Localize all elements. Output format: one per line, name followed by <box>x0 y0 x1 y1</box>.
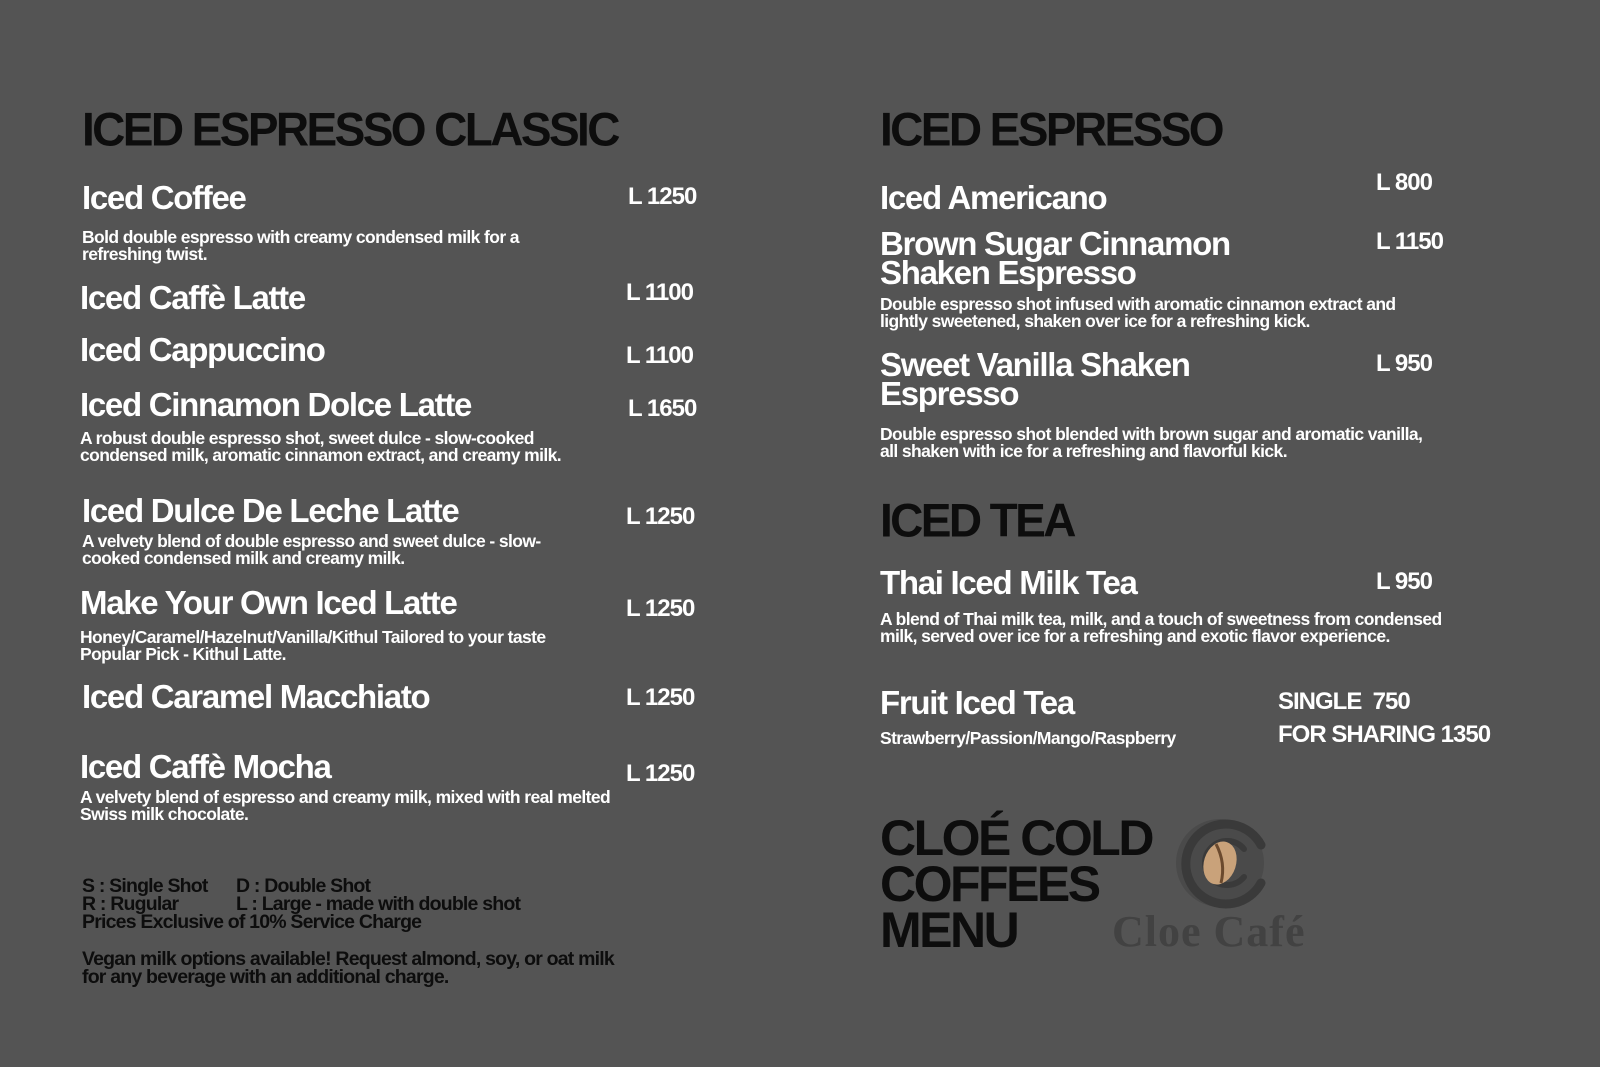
legend-large: L : Large - made with double shot <box>236 893 521 915</box>
menu-item-description: A blend of Thai milk tea, milk, and a touch of sweetness from condensed milk, served over ice for a refreshing and exotic flavor experience. <box>880 609 1442 646</box>
menu-item-name: Thai Iced Milk Tea <box>880 564 1137 601</box>
menu-item-price: L 1100 <box>626 342 693 369</box>
menu-item-name: Iced Cinnamon Dolce Latte <box>80 386 472 423</box>
menu-item-price: L 1250 <box>626 503 695 530</box>
menu-item-price: L 1250 <box>626 684 695 711</box>
brand-title-line-2: COFFEES <box>880 856 1099 912</box>
menu-item-description: Strawberry/Passion/Mango/Raspberry <box>880 728 1176 748</box>
logo-text: Cloe Café <box>1112 907 1306 956</box>
menu-item-price: L 1150 <box>1376 228 1443 255</box>
menu-item-name: Brown Sugar Cinnamon <box>880 225 1230 262</box>
price-for-sharing: FOR SHARING 1350 <box>1278 721 1491 748</box>
menu-item-description: Bold double espresso with creamy condensed milk for a refreshing twist. <box>82 227 519 264</box>
logo-wordmark <box>1112 907 1306 956</box>
menu-item-description: Double espresso shot blended with brown sugar and aromatic vanilla, all shaken with ice for a refreshing and flavorful kick. <box>880 424 1423 461</box>
menu-item-price: L 800 <box>1376 169 1432 196</box>
legend-regular: R : Rugular <box>82 893 179 915</box>
price-single: SINGLE 750 <box>1278 688 1410 715</box>
menu-item-price: L 950 <box>1376 568 1432 595</box>
menu-item-price: L 1250 <box>628 183 697 210</box>
brand-title-line-3: MENU <box>880 902 1018 958</box>
menu-item-description: A velvety blend of espresso and creamy milk, mixed with real melted Swiss milk chocolate. <box>80 787 611 824</box>
vegan-milk-note: Vegan milk options available! Request almond, soy, or oat milk for any beverage with an additional charge. <box>82 948 614 988</box>
brand-title-line-1: CLOÉ COLD <box>880 810 1152 866</box>
menu-item-description: Honey/Caramel/Hazelnut/Vanilla/Kithul Tailored to your taste <box>80 627 546 647</box>
menu-item-price: L 1250 <box>626 595 695 622</box>
legend-double-shot: D : Double Shot <box>236 875 371 897</box>
menu-item-price: L 1250 <box>626 760 695 787</box>
menu-item-name: Sweet Vanilla Shaken <box>880 346 1190 383</box>
section-title-iced-espresso-classic: ICED ESPRESSO CLASSIC <box>82 102 618 156</box>
menu-item-description: A robust double espresso shot, sweet dulce - slow-cooked condensed milk, aromatic cinnamon extract, and creamy milk. <box>80 428 562 465</box>
menu-item-name: Iced Caffè Mocha <box>80 748 331 785</box>
menu-item-name: Iced Caramel Macchiato <box>82 678 430 715</box>
service-charge-note: Prices Exclusive of 10% Service Charge <box>82 911 422 933</box>
menu-item-name: Iced Americano <box>880 179 1107 216</box>
menu-item-price: L 950 <box>1376 350 1432 377</box>
section-title-iced-tea: ICED TEA <box>880 493 1074 547</box>
menu-item-name: Iced Caffè Latte <box>80 279 305 316</box>
menu-item-description: Double espresso shot infused with aromatic cinnamon extract and lightly sweetened, shaken over ice for a refreshing kick. <box>880 294 1396 331</box>
menu-item-name: Make Your Own Iced Latte <box>80 584 457 621</box>
legend-single-shot: S : Single Shot <box>82 875 208 897</box>
menu-item-name: Shaken Espresso <box>880 254 1136 291</box>
section-title-iced-espresso: ICED ESPRESSO <box>880 102 1222 156</box>
menu-item-name: Iced Cappuccino <box>80 331 325 368</box>
menu-item-price: L 1100 <box>626 279 693 306</box>
menu-item-description: Popular Pick - Kithul Latte. <box>80 644 286 664</box>
menu-item-name: Fruit Iced Tea <box>880 684 1074 721</box>
menu-item-name: Iced Dulce De Leche Latte <box>82 492 459 529</box>
menu-item-price: L 1650 <box>628 395 697 422</box>
menu-item-name: Iced Coffee <box>82 179 246 216</box>
cafe-logo-icon <box>1168 815 1278 915</box>
menu-item-description: A velvety blend of double espresso and sweet dulce - slow-cooked condensed milk and creamy milk. <box>82 531 541 568</box>
menu-item-name: Espresso <box>880 375 1019 412</box>
